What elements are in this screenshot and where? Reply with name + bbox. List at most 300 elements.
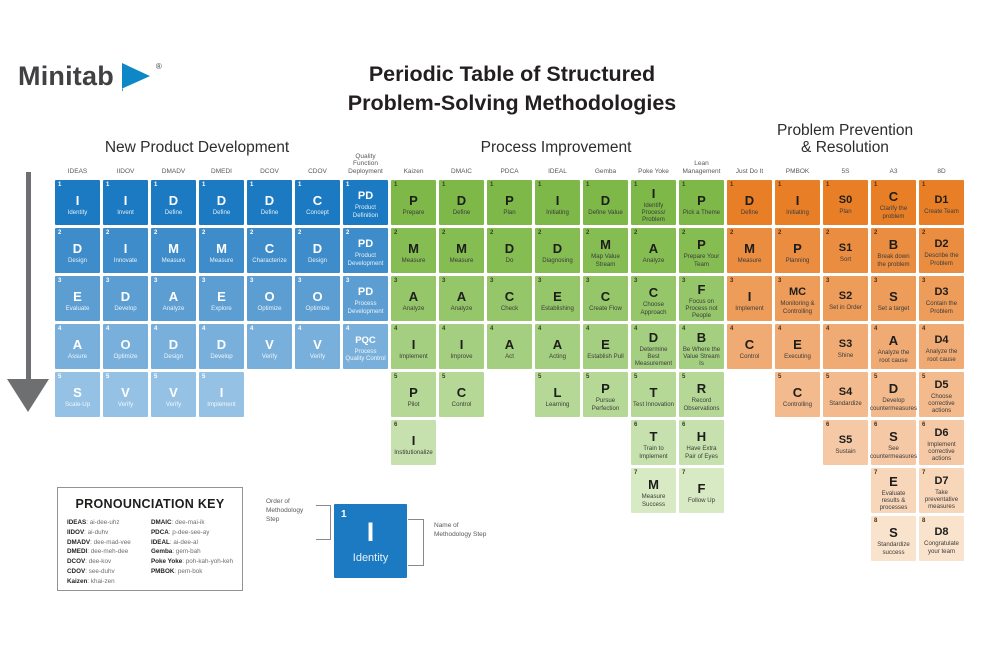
tile-order: 1	[490, 182, 494, 188]
tile-name: Clarify the problem	[879, 205, 908, 220]
tile-symbol: T	[649, 429, 658, 445]
methodology-column-poke-yoke	[631, 152, 676, 513]
tile-order: 2	[58, 230, 62, 236]
legend-order-label: Order of Methodology Step	[266, 498, 304, 523]
tile-symbol: M	[408, 240, 419, 256]
tile-name: Pick a Theme	[682, 208, 721, 216]
tile-name: Improve	[450, 352, 473, 360]
pronunciation-term: IDEAS	[67, 519, 87, 526]
tile-name: Verify	[309, 352, 326, 360]
tile-kaizen-2	[391, 228, 436, 273]
tile-name: Check	[500, 304, 519, 312]
methodology-column-quality-function-deployment	[343, 152, 388, 369]
pronunciation-term: DMEDI	[67, 548, 88, 556]
tile-name: Standardize success	[877, 541, 910, 556]
tile-order: 1	[298, 182, 302, 188]
tile-name: Innovate	[113, 256, 138, 264]
tile-order: 5	[58, 374, 62, 380]
tile-name: Shine	[837, 351, 854, 359]
tile-order: 6	[394, 422, 398, 428]
tile-symbol: D7	[934, 474, 949, 487]
tile-a3-5	[871, 372, 916, 417]
tile-symbol: V	[313, 336, 322, 352]
tile-order: 6	[874, 422, 878, 428]
tile-symbol: I	[555, 192, 560, 208]
tile-order: 6	[922, 422, 926, 428]
tile-name: Train to Implement	[639, 445, 668, 460]
tile-order: 2	[922, 230, 926, 236]
tile-8d-7	[919, 468, 964, 513]
tile-symbol: M	[648, 477, 659, 493]
tile-cdov-4	[295, 324, 340, 369]
tile-symbol: D5	[934, 378, 949, 391]
tile-order: 3	[826, 278, 830, 284]
tile-order: 3	[778, 278, 782, 284]
methodology-column-just-do-it	[727, 152, 772, 369]
tile-name: Sustain	[835, 447, 856, 455]
tile-order: 2	[202, 230, 206, 236]
tile-symbol: L	[553, 384, 562, 400]
pronunciation-term: Kaizen	[67, 577, 88, 585]
tile-name: Implement	[399, 352, 428, 360]
tile-order: 4	[202, 326, 206, 332]
tile-symbol: D4	[934, 334, 949, 347]
methodology-column-dmedi	[199, 152, 244, 417]
tile-5s-1	[823, 180, 868, 225]
legend-sample-tile	[334, 504, 407, 578]
tile-dmedi-2	[199, 228, 244, 273]
tile-symbol: I	[123, 240, 128, 256]
tile-name: Acting	[549, 352, 566, 360]
pronunciation-entry-dmadv: DMADV: dee-mad-vee	[67, 538, 131, 546]
tile-dmadv-3	[151, 276, 196, 321]
order-arrow-head-icon	[7, 379, 49, 412]
tile-order: 1	[922, 182, 926, 188]
legend-tile-name: Identity	[352, 551, 389, 564]
tile-symbol: S5	[838, 433, 853, 446]
tile-symbol: C	[888, 189, 899, 205]
tile-5s-2	[823, 228, 868, 273]
pronunciation-key-box	[57, 487, 243, 591]
tile-name: Define	[212, 208, 231, 216]
tile-order: 5	[874, 374, 878, 380]
tile-quality-function-deployment-4	[343, 324, 388, 369]
tile-dmedi-5	[199, 372, 244, 417]
tile-name: Analyze the root cause	[877, 349, 910, 364]
methodology-column-8d	[919, 152, 964, 561]
pronunciation-term: CDOV	[67, 567, 86, 575]
tile-symbol: S	[889, 525, 898, 541]
tile-order: 3	[922, 278, 926, 284]
tile-order: 5	[106, 374, 110, 380]
methodology-column-dmadv	[151, 152, 196, 417]
tile-symbol: I	[795, 192, 800, 208]
tile-symbol: I	[411, 336, 416, 352]
tile-order: 2	[826, 230, 830, 236]
tile-order: 2	[730, 230, 734, 236]
column-label-8d: 8D	[937, 168, 946, 176]
tile-name: Analyze	[642, 256, 665, 264]
tile-name: Verify	[117, 400, 134, 408]
tile-order: 1	[346, 182, 350, 188]
tile-symbol: PQC	[355, 335, 376, 347]
tile-symbol: D	[888, 381, 899, 397]
tile-symbol: O	[312, 288, 323, 304]
tile-order: 3	[154, 278, 158, 284]
tile-order: 4	[106, 326, 110, 332]
pronunciation-term: Poke Yoke	[150, 558, 183, 565]
legend-tile-order: 1	[341, 509, 347, 520]
tile-ideal-2	[535, 228, 580, 273]
tile-iidov-5	[103, 372, 148, 417]
tile-poke-yoke-2	[631, 228, 676, 273]
tile-name: Concept	[306, 208, 329, 216]
tile-dcov-3	[247, 276, 292, 321]
tile-name: Learning	[545, 400, 570, 408]
tile-symbol: A	[408, 288, 419, 304]
tile-name: Scale-Up	[64, 400, 91, 408]
tile-symbol: D	[504, 240, 515, 256]
tile-order: 1	[874, 182, 878, 188]
tile-order: 3	[394, 278, 398, 284]
tile-8d-4	[919, 324, 964, 369]
tile-order: 1	[826, 182, 830, 188]
tile-iidov-3	[103, 276, 148, 321]
tile-name: Measure	[449, 256, 474, 264]
tile-name: Product Development	[347, 252, 384, 267]
tile-order: 1	[58, 182, 62, 188]
tile-name: Do	[505, 256, 514, 264]
tile-name: Plan	[839, 207, 852, 215]
tile-order: 5	[394, 374, 398, 380]
tile-order: 2	[394, 230, 398, 236]
tile-order: 2	[106, 230, 110, 236]
group-title-ppr-line2: & Resolution	[801, 139, 889, 156]
tile-order: 1	[778, 182, 782, 188]
pronunciation-value: dee-mai-ik	[173, 519, 205, 526]
tile-symbol: E	[553, 288, 562, 304]
tile-name: Define	[740, 208, 759, 216]
tile-symbol: A	[504, 336, 515, 352]
tile-symbol: PD	[357, 190, 374, 203]
tile-5s-6	[823, 420, 868, 465]
tile-order: 2	[634, 230, 638, 236]
tile-symbol: MC	[788, 286, 807, 299]
tile-dmadv-2	[151, 228, 196, 273]
tile-order: 4	[826, 326, 830, 332]
tile-symbol: D	[312, 240, 323, 256]
tile-pmbok-3	[775, 276, 820, 321]
tile-dmadv-5	[151, 372, 196, 417]
group-title-problem-prevention-resolution	[725, 122, 965, 156]
tile-order: 3	[250, 278, 254, 284]
tile-symbol: D	[216, 192, 227, 208]
tile-dmaic-4	[439, 324, 484, 369]
tile-name: Design	[308, 256, 327, 264]
tile-symbol: D	[120, 288, 131, 304]
column-label-lean-management: Lean Management	[682, 160, 721, 176]
tile-name: Follow Up	[687, 496, 716, 504]
tile-dmadv-4	[151, 324, 196, 369]
tile-order: 2	[442, 230, 446, 236]
tile-symbol: D	[216, 336, 227, 352]
tile-dmaic-2	[439, 228, 484, 273]
tile-dcov-4	[247, 324, 292, 369]
tile-symbol: O	[120, 336, 131, 352]
tile-order: 5	[634, 374, 638, 380]
tile-symbol: I	[219, 384, 224, 400]
tile-poke-yoke-7	[631, 468, 676, 513]
tile-a3-2	[871, 228, 916, 273]
pronunciation-entry-pmbok: PMBOK: pem-bok	[150, 567, 203, 575]
tile-pmbok-4	[775, 324, 820, 369]
tile-iidov-1	[103, 180, 148, 225]
methodology-column-ideal	[535, 152, 580, 417]
tile-symbol: S2	[838, 289, 853, 302]
tile-order: 1	[538, 182, 542, 188]
pronunciation-value: ai-dee-uhz	[88, 519, 120, 526]
tile-order: 3	[682, 278, 686, 284]
pronunciation-column-right	[151, 518, 233, 586]
tile-symbol: P	[697, 192, 706, 208]
tile-name: Process Development	[347, 300, 384, 315]
tile-name: Take preventative measures	[924, 488, 959, 511]
tile-name: Control	[739, 352, 760, 360]
tile-cdov-3	[295, 276, 340, 321]
tile-symbol: D	[168, 192, 179, 208]
group-title-process-improvement: Process Improvement	[480, 139, 632, 156]
tile-name: Initiating	[546, 208, 569, 216]
tile-order: 5	[682, 374, 686, 380]
tile-order: 3	[490, 278, 494, 284]
pronunciation-entry-kaizen: Kaizen: khai-zen	[67, 577, 115, 585]
tile-name: Initiating	[786, 208, 809, 216]
pronunciation-entry-iidov: IIDOV: ai-duhv	[67, 528, 109, 536]
pronunciation-columns	[58, 511, 242, 586]
tile-lean-management-5	[679, 372, 724, 417]
tile-5s-5	[823, 372, 868, 417]
tile-ideal-3	[535, 276, 580, 321]
tile-symbol: A	[888, 333, 899, 349]
tile-name: Create Flow	[589, 304, 622, 312]
tile-symbol: B	[696, 329, 707, 345]
column-label-quality-function-deployment: Quality Function Deployment	[348, 152, 383, 176]
tile-quality-function-deployment-1	[343, 180, 388, 225]
tile-symbol: V	[121, 384, 130, 400]
methodology-column-iidov	[103, 152, 148, 417]
tile-dmedi-3	[199, 276, 244, 321]
tile-name: Determine Best Measurement	[634, 345, 673, 368]
tile-symbol: P	[793, 240, 802, 256]
tile-symbol: E	[793, 336, 802, 352]
tile-name: Prepare	[402, 208, 425, 216]
tile-order: 7	[922, 470, 926, 476]
tile-symbol: PD	[357, 238, 374, 251]
pronunciation-column-left	[67, 518, 142, 586]
tile-dmedi-4	[199, 324, 244, 369]
tile-symbol: V	[265, 336, 274, 352]
methodology-column-lean-management	[679, 152, 724, 513]
tile-ideas-1	[55, 180, 100, 225]
tile-name: Standardize	[829, 399, 862, 407]
tile-name: Explore	[211, 304, 232, 312]
tile-order: 4	[538, 326, 542, 332]
tile-order: 2	[490, 230, 494, 236]
tile-order: 8	[874, 518, 878, 524]
tile-name: Measure	[401, 256, 426, 264]
methodology-column-kaizen	[391, 152, 436, 465]
tile-symbol: E	[889, 473, 898, 489]
tile-order: 4	[922, 326, 926, 332]
column-label-dmedi: DMEDI	[211, 168, 232, 176]
tile-name: Assure	[68, 352, 87, 360]
tile-name: Set a target	[877, 304, 910, 312]
column-label-dmadv: DMADV	[161, 168, 186, 176]
pronunciation-key-title: PRONOUNCIATION KEY	[75, 497, 225, 511]
tile-name: Map Value Stream	[591, 253, 620, 268]
tile-symbol: C	[264, 240, 275, 256]
tile-symbol: PD	[357, 286, 374, 299]
pronunciation-value: pem-bok	[176, 567, 203, 575]
column-label-pmbok: PMBOK	[785, 168, 810, 176]
column-label-ideas: IDEAS	[67, 168, 88, 176]
minitab-logo-text: Minitab	[18, 60, 114, 91]
tile-symbol: A	[72, 336, 83, 352]
tile-name: Choose Approach	[640, 301, 667, 316]
tile-symbol: I	[411, 432, 416, 448]
tile-symbol: B	[888, 237, 899, 253]
tile-order: 4	[778, 326, 782, 332]
tile-name: Act	[505, 352, 514, 360]
tile-order: 4	[154, 326, 158, 332]
column-label-5s: 5S	[841, 168, 850, 176]
column-label-kaizen: Kaizen	[403, 168, 424, 176]
tile-order: 3	[298, 278, 302, 284]
tile-name: Implement corrective actions	[927, 440, 956, 463]
tile-gemba-3	[583, 276, 628, 321]
tile-name: Pursue Perfection	[591, 397, 620, 412]
tile-name: Choose corrective actions	[928, 392, 955, 415]
tile-symbol: A	[552, 336, 563, 352]
tile-name: Verify	[165, 400, 182, 408]
tile-name: Define	[164, 208, 183, 216]
tile-iidov-4	[103, 324, 148, 369]
tile-name: Design	[68, 256, 87, 264]
tile-order: 3	[346, 278, 350, 284]
tile-symbol: M	[744, 240, 755, 256]
tile-symbol: M	[168, 240, 179, 256]
tile-symbol: S3	[838, 337, 853, 350]
column-label-poke-yoke: Poke Yoke	[638, 168, 669, 176]
tile-name: Controlling	[782, 400, 813, 408]
tile-order: 1	[730, 182, 734, 188]
registered-mark: ®	[155, 61, 162, 71]
tile-kaizen-5	[391, 372, 436, 417]
column-label-ideal: IDEAL	[548, 168, 567, 176]
tile-just-do-it-1	[727, 180, 772, 225]
tile-gemba-5	[583, 372, 628, 417]
tile-order: 4	[490, 326, 494, 332]
tile-gemba-1	[583, 180, 628, 225]
tile-name: Control	[451, 400, 472, 408]
tile-gemba-4	[583, 324, 628, 369]
tile-order: 2	[682, 230, 686, 236]
tile-lean-management-2	[679, 228, 724, 273]
pronunciation-entry-cdov: CDOV: see-duhv	[67, 567, 115, 575]
pronunciation-value: khai-zen	[89, 577, 115, 585]
group-title-new-product-development: New Product Development	[104, 139, 290, 156]
tile-order: 5	[538, 374, 542, 380]
tile-kaizen-4	[391, 324, 436, 369]
pronunciation-value: ai-dee-al	[171, 538, 198, 546]
tile-order: 5	[442, 374, 446, 380]
tile-name: Develop	[114, 304, 137, 312]
tile-lean-management-3	[679, 276, 724, 321]
tile-symbol: S4	[838, 385, 853, 398]
methodology-column-dmaic	[439, 152, 484, 417]
tile-order: 3	[58, 278, 62, 284]
page-title-line2: Problem-Solving Methodologies	[347, 91, 677, 115]
tile-name: Evaluate	[65, 304, 90, 312]
tile-symbol: V	[169, 384, 178, 400]
tile-name: See countermeasures	[869, 445, 918, 460]
tile-name: Test Innovation	[633, 400, 674, 408]
tile-symbol: E	[73, 288, 82, 304]
tile-name: Invent	[117, 208, 134, 216]
tile-name: Measure	[161, 256, 186, 264]
tile-name: Optimize	[257, 304, 282, 312]
pronunciation-term: DCOV	[67, 558, 86, 565]
page-title	[297, 60, 727, 118]
tile-8d-8	[919, 516, 964, 561]
tile-a3-8	[871, 516, 916, 561]
tile-symbol: R	[696, 381, 707, 397]
tile-symbol: D	[552, 240, 563, 256]
tile-order: 3	[730, 278, 734, 284]
tile-order: 2	[586, 230, 590, 236]
tile-order: 1	[586, 182, 590, 188]
tile-symbol: H	[696, 429, 707, 445]
tile-8d-5	[919, 372, 964, 417]
tile-a3-4	[871, 324, 916, 369]
tile-dmaic-3	[439, 276, 484, 321]
tile-symbol: I	[651, 185, 656, 201]
tile-order: 1	[442, 182, 446, 188]
tile-pmbok-1	[775, 180, 820, 225]
tile-dmaic-5	[439, 372, 484, 417]
tile-symbol: D1	[934, 193, 949, 206]
pronunciation-term: PDCA	[150, 528, 169, 536]
tile-ideas-4	[55, 324, 100, 369]
tile-order: 5	[922, 374, 926, 380]
tile-order: 3	[442, 278, 446, 284]
tile-symbol: D8	[934, 526, 949, 539]
pronunciation-value: see-duhv	[86, 567, 115, 575]
tile-symbol: I	[123, 192, 128, 208]
tile-ideas-2	[55, 228, 100, 273]
column-label-gemba: Gemba	[594, 168, 617, 176]
tile-symbol: S0	[838, 193, 853, 206]
tile-pdca-1	[487, 180, 532, 225]
methodology-column-dcov	[247, 152, 292, 369]
tile-cdov-1	[295, 180, 340, 225]
pronunciation-entry-gemba: Gemba: gem-bah	[150, 548, 201, 556]
tile-name: Create Team	[924, 207, 959, 215]
tile-quality-function-deployment-2	[343, 228, 388, 273]
tile-symbol: F	[697, 480, 706, 496]
tile-5s-4	[823, 324, 868, 369]
tile-order: 1	[250, 182, 254, 188]
